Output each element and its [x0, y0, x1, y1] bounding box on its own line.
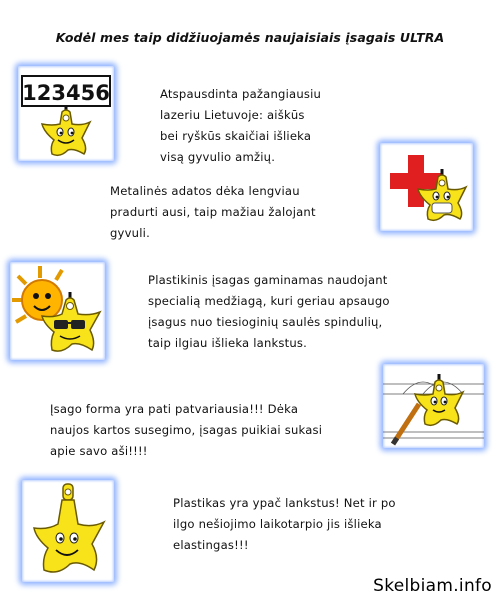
text-line: taip ilgiau išlieka lankstus. — [148, 336, 308, 350]
watermark: Skelbiam.info — [373, 576, 492, 596]
tag-nurse-mascot-icon — [380, 143, 473, 231]
text-line: naujos kartos susegimo, įsagas puikiai sukasi — [50, 423, 323, 437]
text-line: Įsago forma yra pati patvariausia!!! Dėka — [50, 402, 299, 416]
tag-number-image — [18, 66, 114, 161]
text-line: Plastikinis įsagas gaminamas naudojant — [148, 273, 388, 287]
text-line: lazeriu Lietuvoje: aiškūs — [160, 108, 305, 122]
tag-drafting-mascot-icon — [383, 364, 484, 448]
text-line: įsagus nuo tiesioginių saulės spindulių, — [148, 315, 383, 329]
text-line: specialią medžiagą, kuri geriau apsaugo — [148, 294, 390, 308]
text-line: pradurti ausi, taip mažiau žalojant — [110, 205, 316, 219]
tag-flexible-image — [22, 480, 114, 582]
section-1-text — [160, 84, 321, 168]
section-4-text — [50, 399, 322, 462]
tag-number-mascot-icon — [18, 66, 114, 161]
section-2-text — [110, 181, 316, 244]
text-line: Metalinės adatos dėka lengviau — [110, 184, 300, 198]
text-line: bei ryškūs skaičiai išlieka — [160, 129, 312, 143]
section-5-text — [173, 493, 396, 556]
tag-drafting-image — [383, 364, 484, 448]
tag-sunglasses-image — [10, 262, 105, 360]
tag-nurse-image — [380, 143, 473, 231]
section-3-text — [148, 270, 390, 354]
text-line: gyvuli. — [110, 226, 150, 240]
text-line: elastingas!!! — [173, 538, 249, 552]
tag-number: 123456 — [22, 81, 110, 105]
text-line: ilgo nešiojimo laikotarpio jis išlieka — [173, 517, 382, 531]
text-line: Atspausdinta pažangiausiu — [160, 87, 322, 101]
text-line: visą gyvulio amžių. — [160, 150, 276, 164]
page-title: Kodėl mes taip didžiuojamės naujaisiais įsagais ULTRA — [55, 30, 445, 45]
text-line: apie savo aši!!!! — [50, 444, 148, 458]
text-line: Plastikas yra ypač lankstus! Net ir po — [173, 496, 396, 510]
tag-sunglasses-mascot-icon — [10, 262, 105, 360]
tag-flexible-mascot-icon — [22, 480, 114, 582]
